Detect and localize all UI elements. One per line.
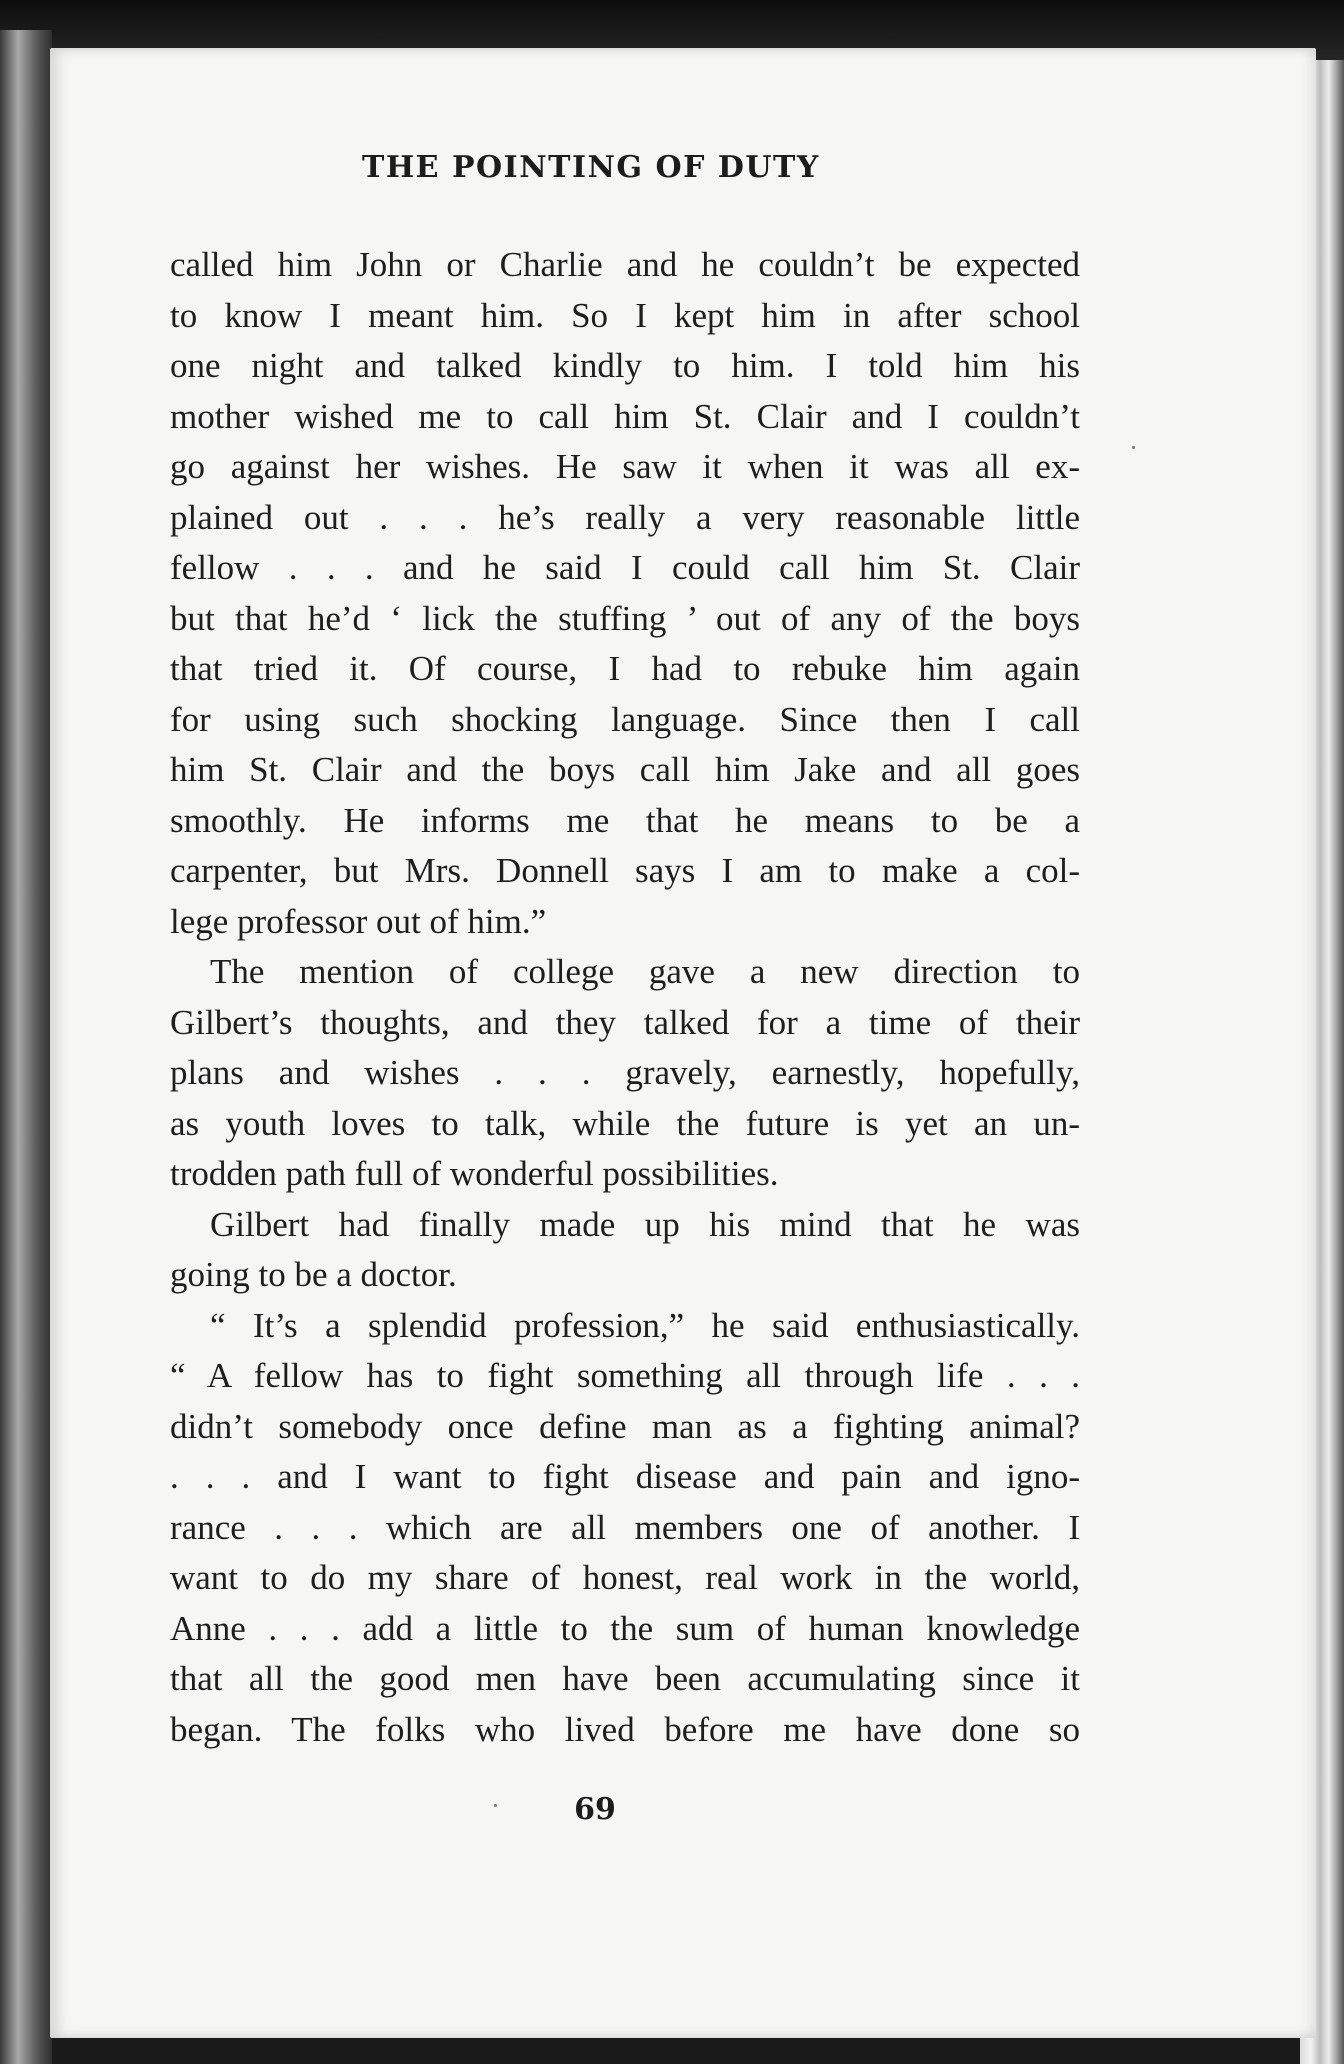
- text-line: began. The folks who lived before me have done so: [170, 1709, 1080, 1749]
- paragraph: [170, 240, 1080, 947]
- book-cover-edge: [0, 30, 52, 2064]
- text-line: go against her wishes. He saw it when it was all ex-: [170, 447, 1080, 486]
- text-line: him St. Clair and the boys call him Jake and all goes: [170, 750, 1080, 789]
- body-text: [170, 240, 1080, 1755]
- text-line: one night and talked kindly to him. I told him his: [170, 346, 1080, 385]
- text-line: . . . and I want to fight disease and pain and igno-: [170, 1457, 1080, 1496]
- running-head: THE POINTING OF DUTY: [362, 150, 820, 185]
- paragraph: [170, 1200, 1080, 1301]
- text-line: but that he’d ‘ lick the stuffing ’ out of any of the boys: [170, 598, 1080, 638]
- text-line: going to be a doctor.: [170, 1255, 457, 1294]
- text-line: trodden path full of wonderful possibilities.: [170, 1154, 779, 1193]
- text-line: for using such shocking language. Since then I call: [170, 699, 1080, 739]
- text-line: smoothly. He informs me that he means to be a: [170, 800, 1080, 840]
- text-line: Gilbert’s thoughts, and they talked for a time of their: [170, 1002, 1080, 1042]
- text-line: called him John or Charlie and he couldn’t be expected: [170, 245, 1080, 284]
- paper-speck: [1132, 446, 1135, 449]
- text-line: want to do my share of honest, real work in the world,: [170, 1558, 1080, 1597]
- page-number: 69: [574, 1792, 616, 1827]
- text-line: The mention of college gave a new direction to: [210, 952, 1080, 991]
- text-line: that all the good men have been accumulating since it: [170, 1659, 1080, 1698]
- text-line: plans and wishes . . . gravely, earnestly, hopefully,: [170, 1053, 1080, 1092]
- paragraph: [170, 1301, 1080, 1756]
- paragraph: [170, 947, 1080, 1200]
- text-line: “ It’s a splendid profession,” he said enthusiastically.: [210, 1305, 1080, 1345]
- text-line: plained out . . . he’s really a very reasonable little: [170, 497, 1080, 537]
- text-line: “ A fellow has to fight something all through life . . .: [170, 1356, 1080, 1395]
- text-line: lege professor out of him.”: [170, 901, 547, 941]
- text-line: carpenter, but Mrs. Donnell says I am to make a col-: [170, 851, 1080, 890]
- text-line: mother wished me to call him St. Clair and I couldn’t: [170, 396, 1080, 436]
- text-line: rance . . . which are all members one of another. I: [170, 1507, 1080, 1547]
- text-line: as youth loves to talk, while the future is yet an un-: [170, 1103, 1080, 1143]
- text-line: didn’t somebody once define man as a fighting animal?: [170, 1406, 1080, 1446]
- text-line: that tried it. Of course, I had to rebuke him again: [170, 649, 1080, 688]
- text-line: Anne . . . add a little to the sum of human knowledge: [170, 1608, 1080, 1648]
- text-line: Gilbert had finally made up his mind that he was: [210, 1204, 1080, 1244]
- paper-speck: [494, 1804, 497, 1807]
- text-line: fellow . . . and he said I could call him St. Clair: [170, 548, 1080, 587]
- text-line: to know I meant him. So I kept him in after school: [170, 295, 1080, 335]
